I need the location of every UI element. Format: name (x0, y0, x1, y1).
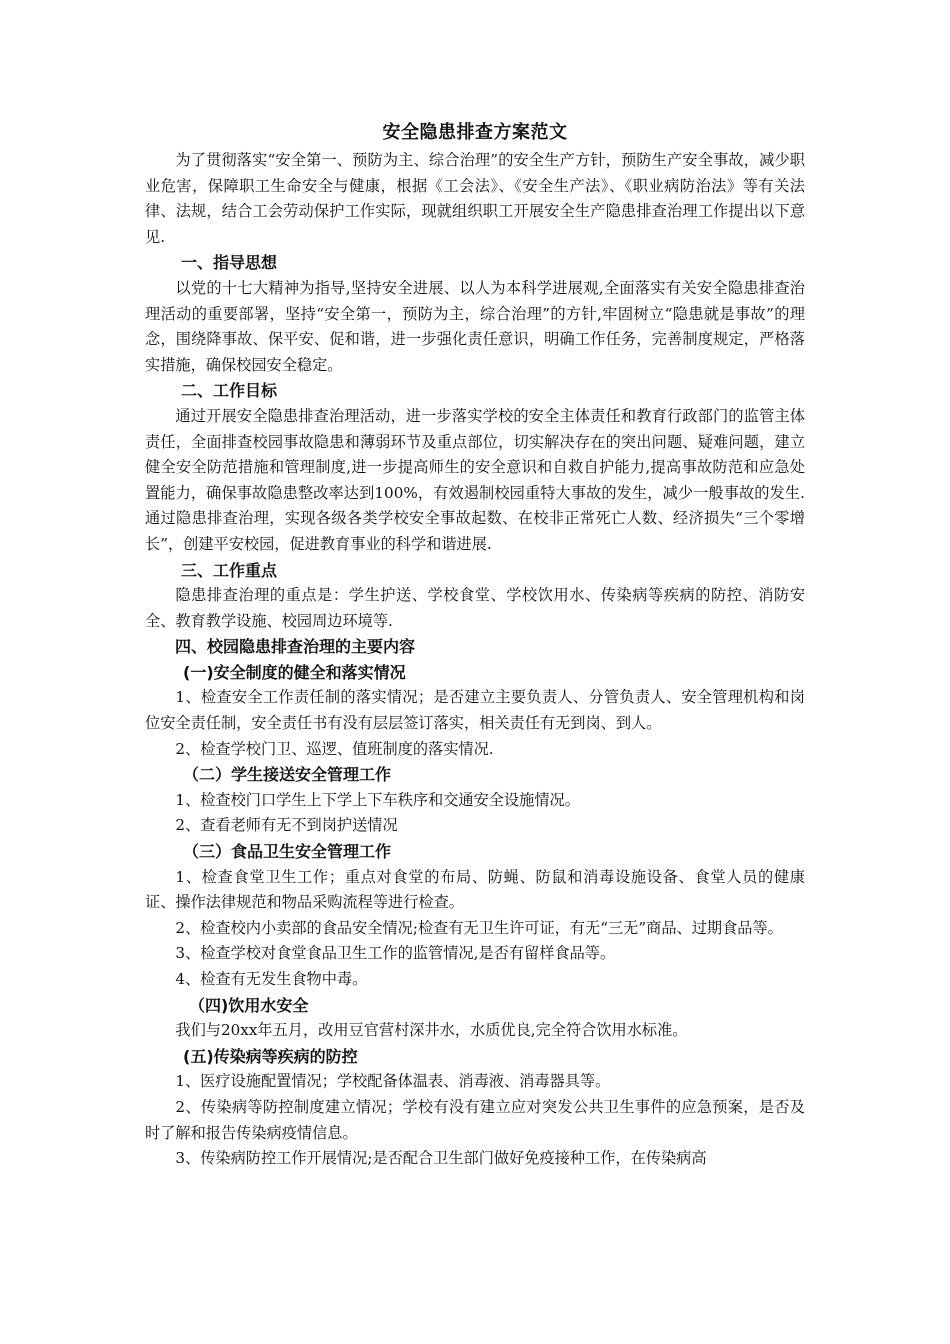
list-item: 1、检查校门口学生上下学上下车秩序和交通安全设施情况。 (175, 790, 580, 809)
list-item: 3、传染病防控工作开展情况;是否配合卫生部门做好免疫接种工作，在传染病高 (175, 1149, 707, 1168)
subsection-heading-student-pickup: （二）学生接送安全管理工作 (183, 765, 392, 785)
section-heading-work-focus: 三、工作重点 (181, 560, 278, 580)
subsection-heading-drinking-water: （四)饮用水安全 (189, 995, 309, 1015)
section-heading-work-goals: 二、工作目标 (181, 381, 278, 401)
list-item: 2、检查校内小卖部的食品安全情况;检查有无卫生许可证，有无“三无”商品、过期食品等。 (175, 918, 783, 937)
section-heading-main-content: 四、校园隐患排查治理的主要内容 (175, 637, 416, 657)
document-page (145, 120, 805, 1172)
list-item: 2、检查学校门卫、巡逻、值班制度的落实情况. (175, 739, 494, 758)
subsection-heading-disease-control: (五)传染病等疾病的防控 (183, 1046, 358, 1066)
section-paragraph: 以党的十七大精神为指导,坚持安全进展、以人为本科学进展观,全面落实有关安全隐患排查治理活动的重要部署，坚持“安全第一，预防为主，综合治理”的方针,牢固树立“隐患就是事故”的理念，围绕降事故、保平安、促和谐，进一步强化责任意识，明确工作任务，完善制度规定，严格落实措施，确保校园安全稳定。 (145, 278, 805, 374)
section-paragraph: 隐患排查治理的重点是：学生护送、学校食堂、学校饮用水、传染病等疾病的防控、消防安全、教育教学设施、校园周边环境等. (145, 586, 805, 630)
section-heading-guiding-thought: 一、指导思想 (181, 253, 278, 273)
intro-paragraph: 为了贯彻落实“安全第一、预防为主、综合治理”的安全生产方针，预防生产安全事故，减少职业危害，保障职工生命安全与健康，根据《工会法》、《安全生产法》、《职业病防治法》等有关法律、法规，结合工会劳动保护工作实际，现就组织职工开展安全生产隐患排查治理工作提出以下意见. (145, 151, 805, 246)
section-paragraph: 我们与20xx年五月，改用豆官营村深井水，水质优良,完全符合饮用水标准。 (175, 1021, 688, 1040)
subsection-heading-safety-system: (一)安全制度的健全和落实情况 (183, 662, 406, 682)
list-item: 1、检查安全工作责任制的落实情况；是否建立主要负责人、分管负责人、安全管理机构和岗位安全责任制，安全责任书有没有层层签订落实，相关责任有无到岗、到人。 (145, 688, 805, 733)
list-item: 1、医疗设施配置情况；学校配备体温表、消毒液、消毒器具等。 (175, 1072, 611, 1091)
list-item: 2、查看老师有无不到岗护送情况 (175, 816, 398, 835)
list-item: 3、检查学校对食堂食品卫生工作的监管情况,是否有留样食品等。 (175, 944, 616, 963)
subsection-heading-food-safety: （三）食品卫生安全管理工作 (183, 842, 392, 862)
document-title: 安全隐患排查方案范文 (382, 122, 568, 143)
list-item: 1、检查食堂卫生工作；重点对食堂的布局、防蝇、防鼠和消毒设施设备、食堂人员的健康证、操作法律规范和物品采购流程等进行检查。 (145, 867, 805, 912)
list-item: 2、传染病等防控制度建立情况；学校有没有建立应对突发公共卫生事件的应急预案，是否及时了解和报告传染病疫情信息。 (145, 1097, 805, 1142)
section-paragraph: 通过开展安全隐患排查治理活动，进一步落实学校的安全主体责任和教育行政部门的监管主体责任，全面排查校园事故隐患和薄弱环节及重点部位，切实解决存在的突出问题、疑难问题，建立健全安全防范措施和管理制度,进一步提高师生的安全意识和自救自护能力,提高事故防范和应急处置能力，确保事故隐患整改率达到100%，有效遏制校园重特大事故的发生，减少一般事故的发生.通过隐患排查治理，实现各级各类学校安全事故起数、在校非正常死亡人数、经济损失“三个零增长”，创建平安校园，促进教育事业的科学和谐进展. (145, 406, 805, 553)
list-item: 4、检查有无发生食物中毒。 (175, 970, 368, 988)
